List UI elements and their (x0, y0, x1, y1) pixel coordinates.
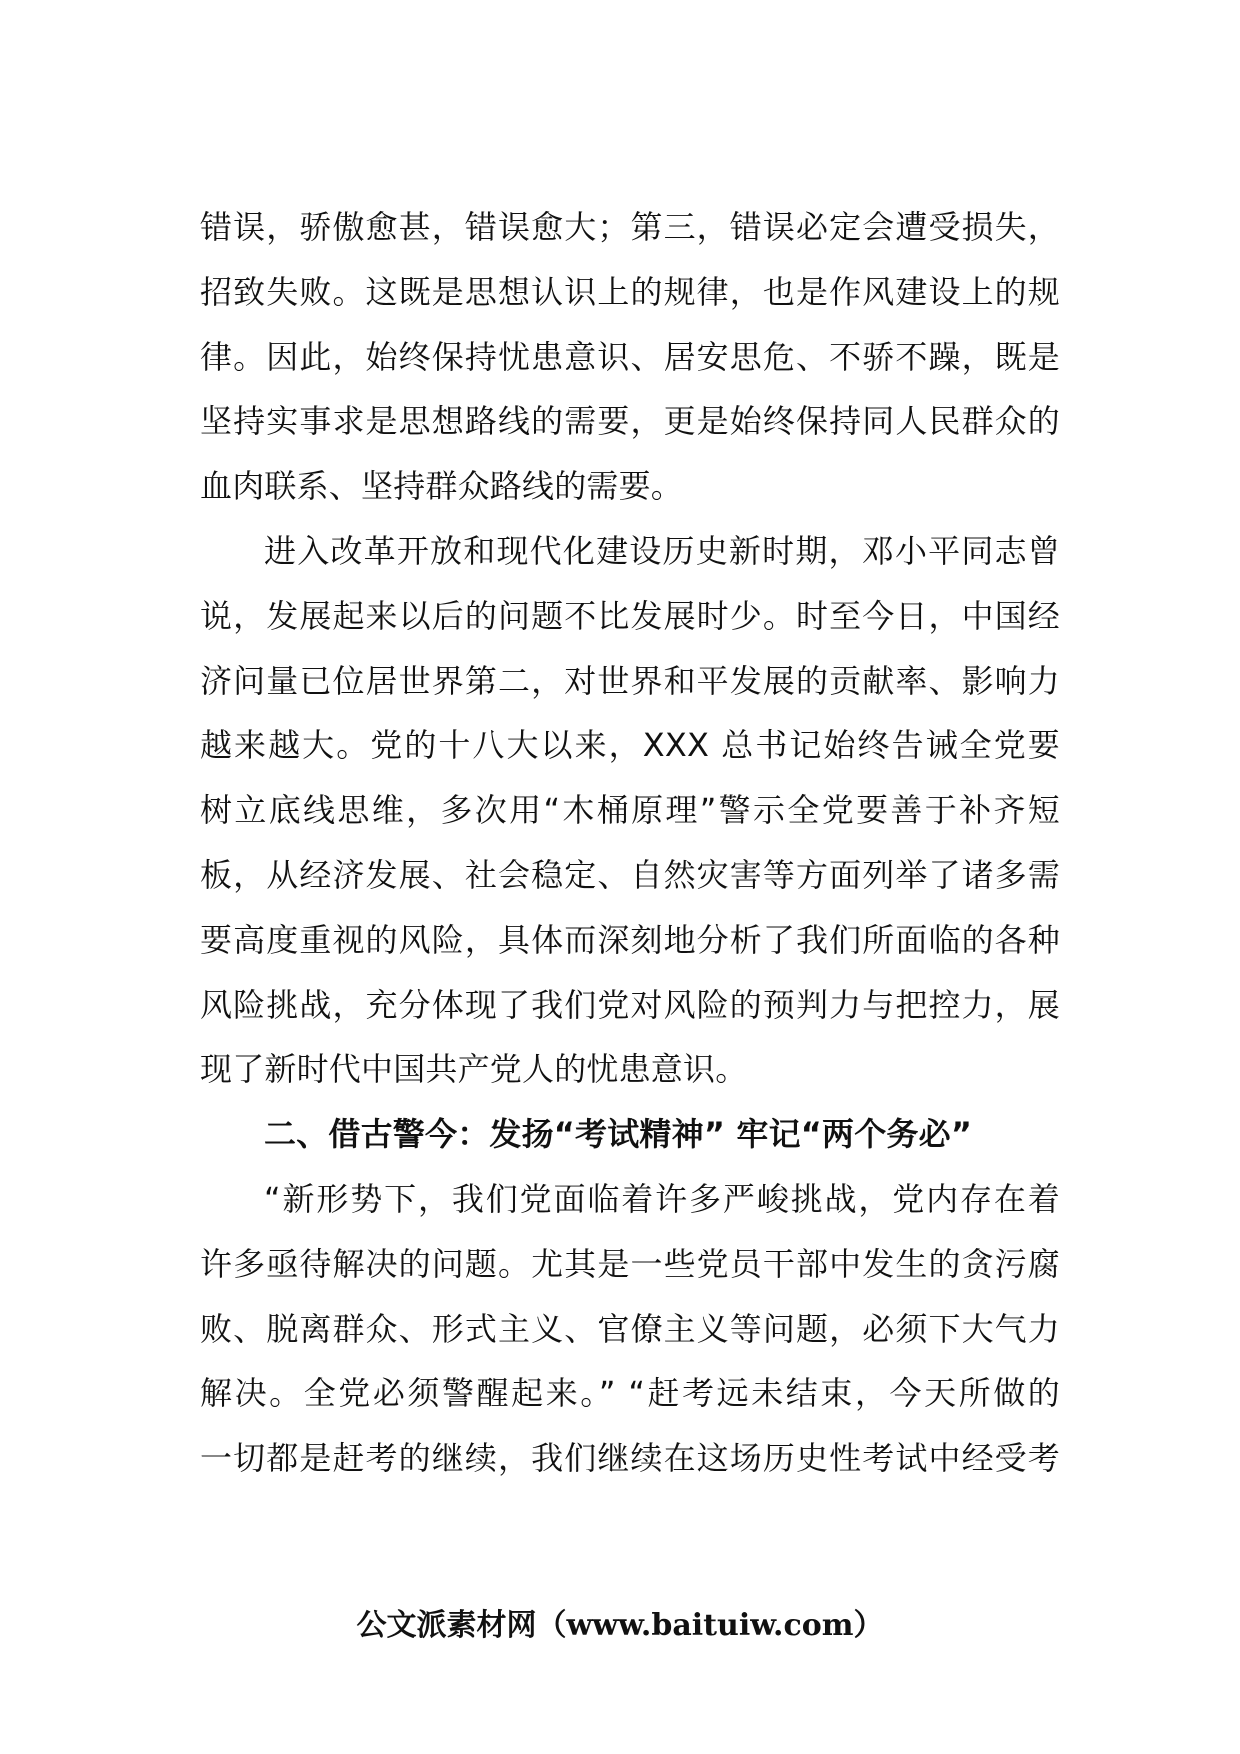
text-line: 要高度重视的风险，具体而深刻地分析了我们所面临的各种 (200, 920, 1060, 959)
text-line: 败、脱离群众、形式主义、官僚主义等问题，必须下大气力 (200, 1309, 1060, 1348)
text-line: 坚持实事求是思想路线的需要，更是始终保持同人民群众的 (200, 402, 1060, 441)
text-line: 现了新时代中国共产党人的忧患意识。 (200, 1050, 748, 1089)
text-line: “新形势下，我们党面临着许多严峻挑战，党内存在着 (264, 1179, 1060, 1218)
text-line: 律。因此，始终保持忧患意识、居安思危、不骄不躁，既是 (200, 337, 1060, 376)
text-line: 越来越大。党的十八大以来，XXX 总书记始终告诫全党要 (200, 726, 1060, 765)
section-heading: 二、借古警今：发扬“考试精神” 牢记“两个务必” (264, 1115, 973, 1154)
text-line: 济问量已位居世界第二，对世界和平发展的贡献率、影响力 (200, 661, 1060, 700)
text-line: 血肉联系、坚持群众路线的需要。 (200, 467, 684, 506)
text-line: 风险挑战，充分体现了我们党对风险的预判力与把控力，展 (200, 985, 1060, 1024)
text-line: 招致失败。这既是思想认识上的规律，也是作风建设上的规 (200, 272, 1060, 311)
text-line: 解决。全党必须警醒起来。” “赶考远未结束，今天所做的 (200, 1374, 1060, 1413)
document-body (200, 195, 1060, 1491)
text-line: 进入改革开放和现代化建设历史新时期，邓小平同志曾 (264, 531, 1060, 570)
text-line: 树立底线思维，多次用“木桶原理”警示全党要善于补齐短 (200, 791, 1060, 830)
text-line: 说，发展起来以后的问题不比发展时少。时至今日，中国经 (200, 596, 1060, 635)
text-line: 一切都是赶考的继续，我们继续在这场历史性考试中经受考 (200, 1439, 1060, 1478)
text-line: 错误，骄傲愈甚，错误愈大；第三，错误必定会遭受损失， (200, 208, 1060, 246)
text-line: 板，从经济发展、社会稳定、自然灾害等方面列举了诸多需 (200, 855, 1060, 894)
footer-watermark-text: 公文派素材网（www.baituiw.com） (356, 1608, 884, 1643)
text-line: 许多亟待解决的问题。尤其是一些党员干部中发生的贪污腐 (200, 1244, 1060, 1283)
